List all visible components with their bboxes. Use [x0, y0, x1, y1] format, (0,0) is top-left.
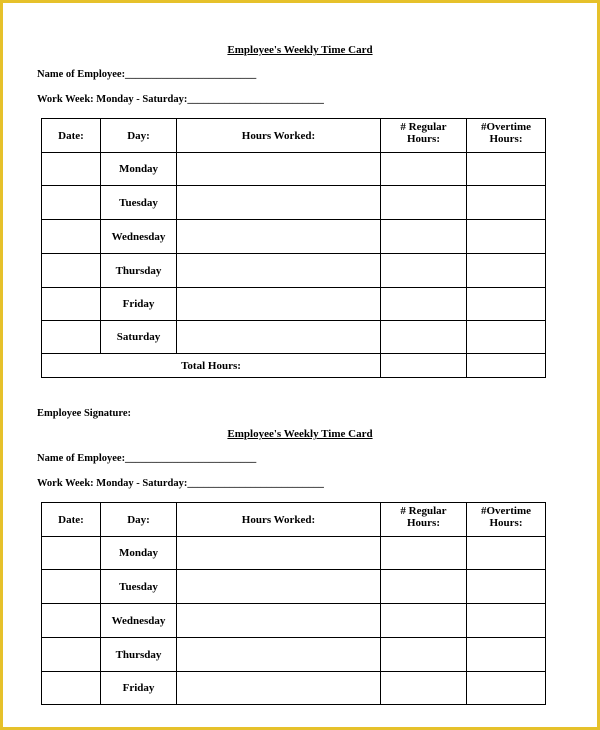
regular-hours-header-line2: Hours: [407, 517, 440, 529]
overtime-hours-cell [467, 638, 546, 672]
card-title: Employee's Weekly Time Card [227, 44, 373, 56]
regular-hours-cell [381, 254, 467, 288]
hours-worked-header: Hours Worked: [177, 119, 381, 153]
employee-name-field: Name of Employee:_________________________ [37, 69, 257, 80]
regular-hours-header-line1: # Regular [400, 505, 447, 517]
header-row [42, 503, 546, 537]
table-row [42, 288, 546, 321]
regular-hours-cell [381, 537, 467, 570]
table-row [42, 604, 546, 638]
day-cell: Monday [101, 537, 177, 570]
regular-hours-cell [381, 672, 467, 705]
regular-hours-cell [381, 638, 467, 672]
hours-worked-cell [177, 570, 381, 604]
header-row [42, 119, 546, 153]
time-card-table [41, 118, 546, 378]
overtime-hours-cell [467, 321, 546, 354]
overtime-hours-header-line1: #Overtime [480, 121, 532, 133]
table-row [42, 186, 546, 220]
overtime-hours-cell [467, 672, 546, 705]
regular-hours-cell [381, 604, 467, 638]
time-card-table [41, 502, 546, 705]
table-row [42, 570, 546, 604]
overtime-hours-cell [467, 288, 546, 321]
overtime-hours-cell [467, 220, 546, 254]
date-cell [42, 186, 101, 220]
date-cell [42, 638, 101, 672]
regular-hours-header-line1: # Regular [400, 121, 447, 133]
regular-hours-cell [381, 220, 467, 254]
hours-worked-cell [177, 672, 381, 705]
date-cell [42, 570, 101, 604]
overtime-hours-header-line2: Hours: [489, 517, 523, 529]
day-cell: Tuesday [101, 186, 177, 220]
work-week-field: Work Week: Monday - Saturday:__________________________ [37, 478, 324, 489]
employee-signature-label: Employee Signature: [37, 408, 132, 419]
day-cell: Friday [101, 672, 177, 705]
hours-worked-cell [177, 254, 381, 288]
overtime-hours-header [467, 503, 546, 537]
hours-worked-cell [177, 537, 381, 570]
date-cell [42, 288, 101, 321]
regular-hours-cell [381, 153, 467, 186]
overtime-hours-cell [467, 153, 546, 186]
regular-hours-cell [381, 186, 467, 220]
day-cell: Friday [101, 288, 177, 321]
day-cell: Saturday [101, 321, 177, 354]
work-week-field: Work Week: Monday - Saturday:__________________________ [37, 94, 324, 105]
day-header: Day: [101, 503, 177, 537]
hours-worked-cell [177, 604, 381, 638]
table-row [42, 638, 546, 672]
date-header: Date: [42, 503, 101, 537]
regular-hours-cell [381, 288, 467, 321]
total-overtime-hours-cell [467, 354, 546, 378]
total-row [42, 354, 546, 378]
date-cell [42, 321, 101, 354]
regular-hours-header [381, 119, 467, 153]
date-header: Date: [42, 119, 101, 153]
table-row [42, 672, 546, 705]
overtime-hours-header [467, 119, 546, 153]
hours-worked-cell [177, 638, 381, 672]
day-cell: Wednesday [101, 220, 177, 254]
regular-hours-header-line2: Hours: [407, 133, 440, 145]
overtime-hours-header-line1: #Overtime [480, 505, 532, 517]
day-header: Day: [101, 119, 177, 153]
day-cell: Thursday [101, 638, 177, 672]
hours-worked-cell [177, 288, 381, 321]
overtime-hours-cell [467, 604, 546, 638]
day-cell: Monday [101, 153, 177, 186]
table-row [42, 254, 546, 288]
hours-worked-cell [177, 220, 381, 254]
hours-worked-header: Hours Worked: [177, 503, 381, 537]
hours-worked-cell [177, 186, 381, 220]
day-cell: Thursday [101, 254, 177, 288]
date-cell [42, 672, 101, 705]
overtime-hours-cell [467, 537, 546, 570]
date-cell [42, 537, 101, 570]
date-cell [42, 254, 101, 288]
regular-hours-header [381, 503, 467, 537]
date-cell [42, 604, 101, 638]
date-cell [42, 220, 101, 254]
table-row [42, 220, 546, 254]
day-cell: Tuesday [101, 570, 177, 604]
total-hours-label: Total Hours: [42, 354, 381, 378]
total-regular-hours-cell [381, 354, 467, 378]
hours-worked-cell [177, 321, 381, 354]
day-cell: Wednesday [101, 604, 177, 638]
date-cell [42, 153, 101, 186]
card-title: Employee's Weekly Time Card [227, 428, 373, 440]
regular-hours-cell [381, 321, 467, 354]
overtime-hours-cell [467, 570, 546, 604]
table-row [42, 321, 546, 354]
employee-name-field: Name of Employee:_________________________ [37, 453, 257, 464]
table-row [42, 153, 546, 186]
overtime-hours-header-line2: Hours: [489, 133, 523, 145]
overtime-hours-cell [467, 254, 546, 288]
table-row [42, 537, 546, 570]
regular-hours-cell [381, 570, 467, 604]
overtime-hours-cell [467, 186, 546, 220]
hours-worked-cell [177, 153, 381, 186]
